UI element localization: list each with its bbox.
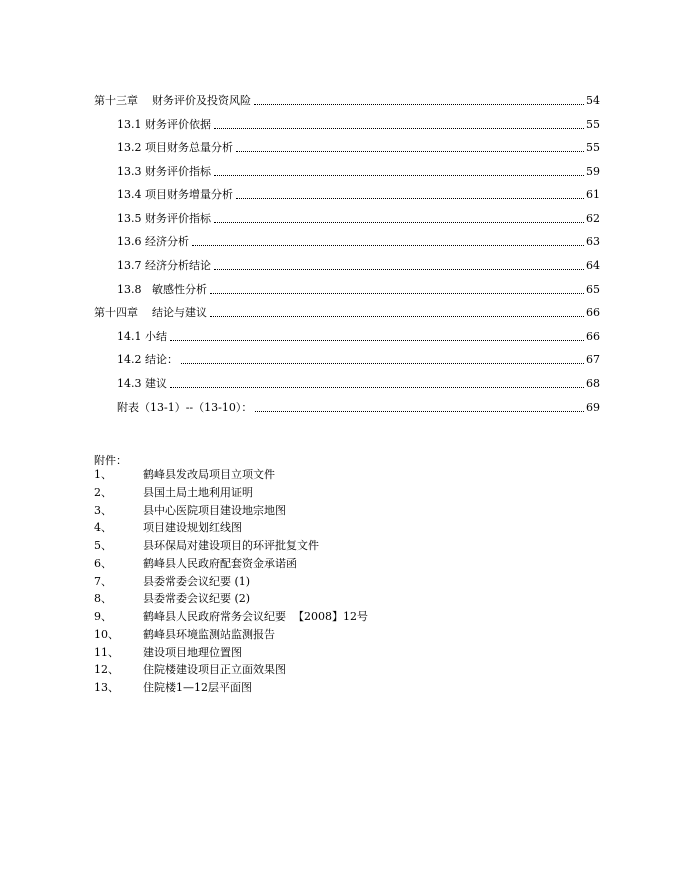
attachments-heading: 附件：	[94, 454, 127, 467]
attachment-title: 鹤峰县发改局项目立项文件	[143, 468, 275, 481]
toc-leader	[255, 410, 584, 412]
toc-label: 13.1 财务评价依据	[117, 118, 211, 131]
toc-label: 第十四章 结论与建议	[94, 306, 207, 319]
toc-entry[interactable]	[117, 327, 600, 343]
attachment-number: 7、	[94, 575, 112, 588]
attachment-title: 县国土局土地利用证明	[143, 486, 253, 499]
toc-page: 62	[586, 212, 600, 225]
toc-page: 64	[586, 259, 600, 272]
toc-entry[interactable]	[117, 115, 600, 131]
toc-label: 13.5 财务评价指标	[117, 212, 211, 225]
toc-page: 55	[586, 141, 600, 154]
toc-label: 13.4 项目财务增量分析	[117, 188, 233, 201]
toc-leader	[214, 174, 584, 176]
toc-label: 13.3 财务评价指标	[117, 165, 211, 178]
toc-leader	[214, 127, 584, 129]
toc-entry[interactable]	[94, 91, 600, 107]
toc-leader	[236, 150, 584, 152]
toc-label: 第十三章 财务评价及投资风险	[94, 94, 251, 107]
toc-entry[interactable]	[117, 350, 600, 366]
toc-leader	[170, 339, 584, 341]
toc-leader	[210, 292, 584, 294]
toc-label: 13.2 项目财务总量分析	[117, 141, 233, 154]
toc-entry[interactable]	[117, 232, 600, 248]
attachment-title: 鹤峰县环境监测站监测报告	[143, 628, 275, 641]
toc-page: 55	[586, 118, 600, 131]
toc-leader	[192, 244, 584, 246]
toc-page: 54	[586, 94, 600, 107]
attachment-title: 住院楼建设项目正立面效果图	[143, 663, 286, 676]
toc-label: 13.6 经济分析	[117, 235, 189, 248]
toc-entry[interactable]	[117, 185, 600, 201]
attachment-number: 5、	[94, 539, 112, 552]
toc-leader	[170, 386, 584, 388]
toc-page: 63	[586, 235, 600, 248]
toc-leader	[236, 197, 584, 199]
toc-entry[interactable]	[117, 398, 600, 414]
toc-entry[interactable]	[117, 162, 600, 178]
toc-entry[interactable]	[117, 280, 600, 296]
attachment-number: 4、	[94, 521, 112, 534]
toc-leader	[254, 103, 584, 105]
attachment-number: 12、	[94, 663, 119, 676]
attachment-title: 县环保局对建设项目的环评批复文件	[143, 539, 319, 552]
toc-page: 69	[586, 401, 600, 414]
toc-page: 61	[586, 188, 600, 201]
toc-entry[interactable]	[117, 256, 600, 272]
attachment-title: 县中心医院项目建设地宗地图	[143, 504, 286, 517]
attachment-number: 11、	[94, 646, 119, 659]
attachment-number: 3、	[94, 504, 112, 517]
attachment-number: 10、	[94, 628, 119, 641]
toc-label: 13.7 经济分析结论	[117, 259, 211, 272]
attachment-title: 鹤峰县人民政府常务会议纪要 【2008】12号	[143, 610, 368, 623]
toc-label: 13.8 敏感性分析	[117, 283, 207, 296]
attachment-title: 鹤峰县人民政府配套资金承诺函	[143, 557, 297, 570]
toc-entry[interactable]	[117, 138, 600, 154]
toc-label: 14.2 结论：	[117, 353, 178, 366]
toc-leader	[214, 221, 584, 223]
toc-label: 附表（13-1）--（13-10）：	[117, 401, 253, 414]
attachment-number: 8、	[94, 592, 112, 605]
toc-page: 66	[586, 306, 600, 319]
toc-page: 66	[586, 330, 600, 343]
toc-page: 67	[586, 353, 600, 366]
toc-leader	[181, 362, 584, 364]
toc-entry[interactable]	[94, 303, 600, 319]
attachment-number: 9、	[94, 610, 112, 623]
toc-label: 14.1 小结	[117, 330, 167, 343]
attachment-title: 住院楼1—12层平面图	[143, 681, 252, 694]
attachment-number: 13、	[94, 681, 119, 694]
toc-label: 14.3 建议	[117, 377, 167, 390]
toc-leader	[214, 268, 584, 270]
toc-page: 59	[586, 165, 600, 178]
toc-entry[interactable]	[117, 209, 600, 225]
toc-leader	[210, 315, 584, 317]
attachment-title: 县委常委会议纪要 (2)	[143, 592, 251, 605]
attachment-number: 1、	[94, 468, 112, 481]
attachment-number: 2、	[94, 486, 112, 499]
toc-entry[interactable]	[117, 374, 600, 390]
toc-page: 65	[586, 283, 600, 296]
attachment-title: 县委常委会议纪要 (1)	[143, 575, 251, 588]
attachment-number: 6、	[94, 557, 112, 570]
attachment-title: 建设项目地理位置图	[143, 646, 242, 659]
toc-page: 68	[586, 377, 600, 390]
attachment-title: 项目建设规划红线图	[143, 521, 242, 534]
